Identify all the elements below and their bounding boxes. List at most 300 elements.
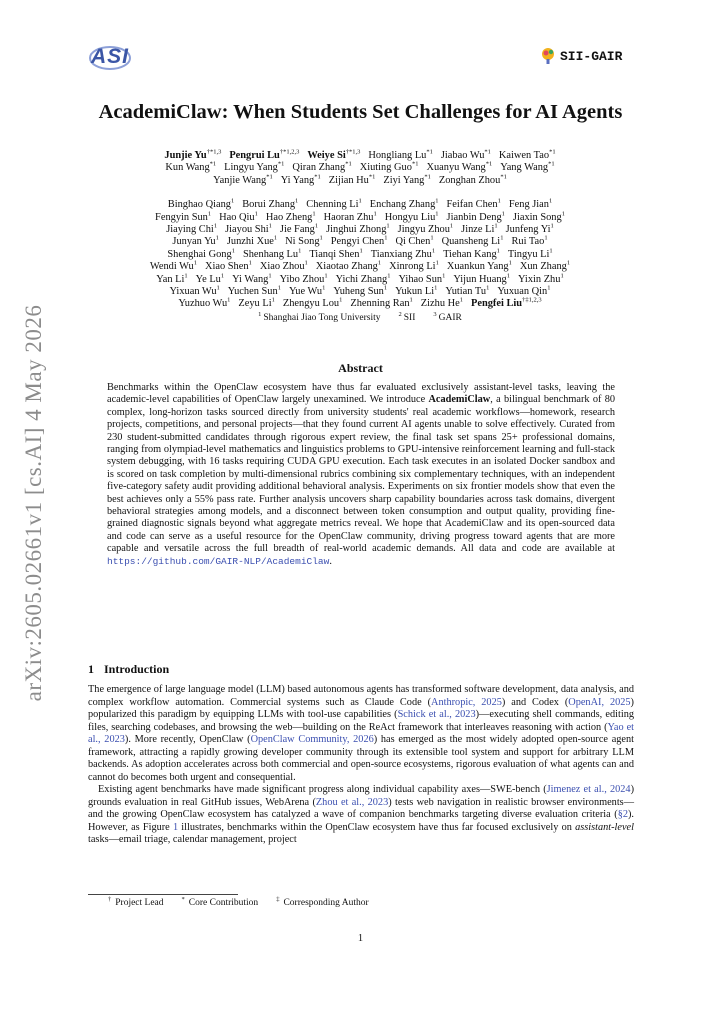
author-name-text: Jiaxin Song — [512, 211, 562, 223]
author-name-text: Xuanyu Wang — [426, 162, 486, 174]
author-name-text: Yichi Zhang — [335, 273, 388, 285]
author-name-text: Enchang Zhang — [369, 199, 436, 211]
benchmark-name: AcademiClaw — [428, 394, 491, 406]
sii-gair-logo-icon — [540, 47, 558, 65]
author-affiliation-marker: 1 — [409, 297, 413, 304]
author-name-text: Yanjie Wang — [213, 174, 267, 186]
author-name — [500, 162, 554, 173]
intro-body — [88, 684, 634, 847]
author-name — [385, 212, 439, 223]
intro-paragraph-1 — [88, 684, 634, 784]
author-affiliation-marker: 1 — [359, 247, 363, 255]
author-name-text: Ni Song — [285, 236, 320, 248]
author-name-text: Lingyu Yang — [224, 162, 278, 174]
page-number: 1 — [357, 933, 364, 944]
affiliation — [398, 310, 416, 323]
citation-link[interactable]: Anthropic, 2025 — [431, 696, 502, 708]
figure-ref-link[interactable]: 1 — [172, 821, 179, 833]
asi-logo-text: ASI — [91, 45, 130, 68]
author-name — [508, 249, 553, 260]
author-affiliation-marker: *1 — [549, 148, 556, 156]
author-name-text: Yibo Zhou — [279, 273, 325, 285]
author-name — [370, 199, 439, 210]
author-name-text: Yang Wang — [500, 162, 549, 174]
author-line — [70, 175, 650, 187]
author-name-text: Pengrui Lu — [229, 150, 280, 161]
author-name — [336, 274, 391, 285]
citation-link[interactable]: Zhou et al., 2023 — [315, 796, 389, 808]
author-name — [266, 212, 316, 223]
author-affiliation-marker: 1 — [486, 284, 490, 292]
author-name — [395, 286, 437, 297]
author-name-text: Jiaying Chi — [166, 224, 214, 236]
author-affiliation-marker: †*1,3 — [345, 148, 361, 156]
author-name-text: Xiuting Guo — [359, 162, 412, 174]
author-affiliation-marker: *1 — [411, 160, 419, 168]
author-affiliation-marker: 1 — [383, 284, 388, 292]
intro-paragraph-2 — [88, 784, 634, 847]
author-name-text: Yixuan Wu — [169, 286, 217, 298]
author-line — [70, 150, 650, 162]
footnote — [181, 895, 259, 908]
author-name-text: Shenghai Gong — [167, 248, 232, 260]
abstract-heading: Abstract — [338, 361, 383, 375]
author-affiliation-marker: 1 — [430, 234, 434, 242]
author-name-text: Junyan Yu — [172, 236, 216, 248]
author-name-text: Tianqi Shen — [309, 248, 360, 260]
author-affiliation-marker: 1 — [547, 284, 551, 292]
author-name-text: Zhenning Ran — [350, 298, 410, 310]
author-name — [224, 162, 284, 173]
author-name — [442, 236, 504, 247]
author-affiliation-marker: 1 — [193, 259, 197, 267]
body-text: ). However, as Figure — [88, 809, 634, 833]
author-affiliation-marker: 1 — [358, 197, 362, 205]
author-affiliation-marker: *1 — [424, 173, 431, 181]
author-name-text: Pengfei Liu — [471, 298, 523, 310]
author-name-text: Hongliang Lu — [368, 150, 427, 161]
author-name — [285, 236, 323, 247]
author-affiliation-marker: 1 — [561, 210, 565, 218]
author-name-text: Weiye Si — [307, 150, 346, 161]
author-affiliation-marker: *1 — [548, 160, 555, 168]
author-name-text: Junzhi Xue — [226, 236, 274, 248]
author-name — [511, 236, 547, 247]
footnote-text: Core Contribution — [188, 898, 259, 908]
author-name — [168, 199, 234, 210]
author-affiliation-marker: 1 — [248, 259, 252, 267]
author-name — [156, 274, 187, 285]
author-name — [306, 199, 362, 210]
author-affiliation-marker: 1 — [560, 272, 564, 280]
author-name — [443, 249, 500, 260]
author-name — [331, 236, 388, 247]
author-name-text: Yuxuan Qin — [497, 286, 548, 298]
author-affiliation-marker: *1 — [266, 173, 273, 181]
author-affiliation-marker: 1 — [431, 247, 436, 255]
affiliation-marker: 3 — [433, 310, 437, 318]
body-text: ) has emerged as the most widely adopted open-source agent framework, attracting a rapidly growing developer community through its extensible tool system and support for arbitrary LLM backends. As adoption accelerates across both commercial and open-source ecosystems, rigorous evaluation of what agents can and cannot do becomes both urgent and consequential. — [88, 734, 634, 783]
author-name-text: Yukun Li — [395, 286, 435, 298]
footnote — [108, 895, 164, 908]
author-name-text: Zizhu He — [420, 298, 460, 310]
author-name — [283, 298, 343, 309]
author-name-text: Jiabao Wu — [440, 150, 485, 161]
author-name-text: Qiran Zhang — [292, 162, 346, 174]
author-affiliation-marker: 1 — [298, 247, 302, 255]
author-name-text: Quansheng Li — [441, 236, 501, 248]
citation-link[interactable]: OpenClaw Community, 2026 — [250, 734, 374, 745]
author-name-text: Binghao Qiang — [167, 199, 231, 211]
author-name-text: Yi Wang — [232, 273, 269, 285]
author-name-text: Xuankun Yang — [446, 261, 509, 273]
author-name — [213, 175, 273, 186]
affiliations — [70, 312, 650, 324]
author-name-text: Hongyu Liu — [384, 211, 436, 223]
author-name — [461, 224, 497, 235]
author-name-text: Yi Yang — [280, 174, 315, 186]
affiliation-marker: 1 — [258, 310, 262, 318]
author-name — [165, 162, 216, 173]
author-affiliation-marker: 1 — [550, 222, 554, 230]
body-text: ). More recently, OpenClaw ( — [124, 734, 251, 745]
body-text: ) popularized this paradigm by equipping LLMs with tool-use capabilities ( — [88, 696, 634, 720]
author-affiliation-marker: 1 — [268, 222, 272, 230]
author-name-text: Junfeng Yi — [505, 224, 551, 236]
author-name-text: Zhengyu Lou — [282, 298, 340, 310]
author-name — [445, 286, 489, 297]
author-affiliation-marker: 1 — [314, 222, 319, 230]
author-affiliation-marker: 1 — [384, 234, 388, 242]
author-line — [70, 249, 650, 261]
author-name — [289, 286, 325, 297]
sii-gair-logo-text: SII-GAIR — [560, 48, 623, 64]
author-name — [172, 236, 218, 247]
author-name — [155, 212, 211, 223]
author-affiliation-marker: *1 — [209, 160, 217, 168]
author-name — [243, 249, 301, 260]
author-name-text: Jingyu Zhou — [397, 224, 450, 236]
author-name-text: Xiaotao Zhang — [315, 261, 378, 273]
author-name — [453, 274, 510, 285]
author-name — [281, 175, 321, 186]
author-affiliation-marker: 1 — [497, 197, 501, 205]
author-affiliation-marker: 1 — [566, 259, 571, 267]
section-title: Introduction — [104, 662, 170, 676]
author-name — [371, 249, 435, 260]
author-name-text: Yixin Zhu — [518, 273, 561, 285]
author-line — [70, 298, 650, 310]
author-affiliation-marker: †*1,2,3 — [279, 148, 300, 156]
author-name-text: Borui Zhang — [242, 199, 296, 211]
author-name — [309, 249, 362, 260]
author-name-text: Hao Zheng — [265, 211, 313, 223]
author-name — [506, 224, 554, 235]
author-name — [260, 261, 308, 272]
footnote-mark: ‡ — [276, 895, 280, 903]
section-ref-link[interactable]: §2 — [617, 809, 628, 820]
author-affiliation-marker: 1 — [271, 297, 275, 304]
author-affiliation-marker: 1 — [273, 234, 278, 242]
author-affiliation-marker: 1 — [496, 247, 500, 255]
author-affiliation-marker: 1 — [207, 210, 212, 218]
code-link[interactable]: https://github.com/GAIR-NLP/AcademiClaw — [107, 555, 330, 567]
author-name — [439, 175, 507, 186]
author-line — [70, 286, 650, 298]
author-name — [499, 150, 556, 161]
author-affiliation-marker: 1 — [216, 284, 220, 292]
author-name — [170, 286, 220, 297]
author-name — [292, 162, 351, 173]
author-affiliation-marker: 1 — [230, 197, 235, 205]
author-name — [324, 212, 377, 223]
section-number: 1 — [88, 662, 94, 676]
footnote — [276, 895, 369, 908]
author-name-text: Jie Fang — [279, 224, 315, 236]
section-heading — [88, 662, 169, 677]
author-name-text: Kun Wang — [165, 162, 210, 174]
author-name — [227, 236, 277, 247]
author-affiliation-marker: 1 — [295, 197, 299, 205]
author-affiliation-marker: †*1,3 — [206, 148, 222, 156]
author-name — [225, 224, 272, 235]
author-name — [398, 224, 454, 235]
citation-link[interactable]: Yao et al., 2023 — [88, 721, 634, 745]
author-affiliation-marker: 1 — [213, 222, 218, 230]
author-line — [70, 274, 650, 286]
author-name-text: Yutian Tu — [445, 286, 487, 298]
author-name — [471, 298, 542, 309]
author-name — [350, 298, 412, 309]
author-affiliation-marker: 1 — [549, 247, 553, 255]
author-name-text: Yuheng Sun — [333, 286, 384, 298]
author-affiliation-marker: 1 — [387, 272, 391, 280]
body-text: ) tests web navigation in realistic browser environments—and the growing OpenClaw ecosystem has catalyzed a wave of companion benchmarks targeting diverse evaluation criteria ( — [88, 796, 634, 820]
author-affiliation-marker: †‡1,2,3 — [522, 297, 542, 304]
author-affiliation-marker: 1 — [339, 297, 343, 304]
author-affiliation-marker: 1 — [435, 210, 439, 218]
author-name — [441, 150, 491, 161]
author-name — [389, 261, 439, 272]
body-text: tasks—email triage, calendar management, project — [88, 834, 297, 845]
author-affiliation-marker: 1 — [506, 272, 510, 280]
author-name — [497, 286, 550, 297]
footnote-text: Project Lead — [115, 898, 164, 908]
author-affiliation-marker: 1 — [268, 272, 272, 280]
author-name — [280, 274, 328, 285]
author-name — [242, 199, 298, 210]
author-name — [329, 175, 376, 186]
author-name — [150, 261, 197, 272]
author-name-text: Kaiwen Tao — [498, 150, 550, 161]
author-affiliation-marker: 1 — [312, 210, 316, 218]
author-name-text: Jianbin Deng — [446, 211, 502, 223]
affiliation-name: GAIR — [438, 312, 462, 323]
author-name-text: Fengyin Sun — [155, 211, 208, 223]
abstract-body — [107, 382, 615, 568]
author-name — [326, 224, 390, 235]
author-affiliation-marker: 1 — [215, 234, 219, 242]
author-name-text: Qi Chen — [395, 236, 431, 248]
author-name — [513, 212, 565, 223]
author-name — [307, 150, 360, 161]
affiliation — [258, 310, 381, 323]
author-name-text: Yuzhuo Wu — [178, 298, 228, 310]
author-name — [383, 175, 431, 186]
affiliation-name: Shanghai Jiao Tong University — [263, 312, 381, 323]
author-affiliation-marker: 1 — [373, 210, 377, 218]
author-affiliation-marker: 1 — [304, 259, 308, 267]
citation-link[interactable]: Jimenez et al., 2024 — [546, 784, 631, 795]
author-affiliation-marker: 1 — [184, 272, 188, 280]
author-affiliation-marker: 1 — [254, 210, 258, 218]
author-affiliation-marker: 1 — [322, 284, 326, 292]
author-name — [426, 162, 492, 173]
author-affiliation-marker: 1 — [277, 284, 281, 292]
author-name — [447, 212, 505, 223]
author-name — [196, 274, 224, 285]
author-line — [70, 224, 650, 236]
author-affiliation-marker: *1 — [484, 148, 491, 156]
author-name-text: Wendi Wu — [149, 261, 194, 273]
footnote-text: Corresponding Author — [283, 898, 369, 908]
author-affiliation-marker: 1 — [435, 259, 439, 267]
author-affiliation-marker: 1 — [501, 210, 505, 218]
author-affiliation-marker: 1 — [544, 234, 548, 242]
citation-link[interactable]: Schick et al., 2023 — [397, 709, 476, 720]
author-name — [368, 150, 433, 161]
author-name-text: Junjie Yu — [164, 150, 207, 161]
author-name — [333, 286, 387, 297]
author-name-text: Jinze Li — [461, 224, 495, 236]
author-affiliation-marker: 1 — [435, 197, 439, 205]
author-line — [70, 162, 650, 174]
author-name-text: Ye Lu — [195, 273, 221, 285]
author-name — [166, 224, 217, 235]
footnotes — [108, 895, 387, 908]
affiliation — [433, 310, 462, 323]
author-name-text: Chenning Li — [306, 199, 359, 211]
author-affiliation-marker: 1 — [227, 297, 231, 304]
footnote-mark: * — [181, 895, 185, 903]
author-name-text: Yijun Huang — [453, 273, 507, 285]
body-text: The emergence of large language model (LLM) based autonomous agents has transformed software development, data analysis, and complex workflow automation. Commercial systems such as Claude Code ( — [88, 684, 634, 708]
asi-logo — [88, 44, 132, 77]
affiliation-name: SII — [403, 312, 416, 323]
author-affiliation-marker: 1 — [548, 197, 553, 205]
author-name — [520, 261, 570, 272]
citation-link[interactable]: OpenAI, 2025 — [568, 696, 631, 708]
abstract-text: Benchmarks within the OpenClaw ecosystem have thus far evaluated exclusively assistant-level tasks, leaving the academic-level capabilities of OpenClaw largely unexamined. We introduce — [107, 382, 615, 406]
author-name — [232, 274, 271, 285]
author-name — [205, 261, 252, 272]
author-name — [509, 199, 552, 210]
author-name — [219, 212, 258, 223]
body-text: ) grounds evaluation in real GitHub issues, WebArena ( — [88, 784, 634, 808]
author-affiliation-marker: *1 — [485, 160, 493, 168]
author-name-text: Hao Qiu — [219, 211, 255, 223]
author-affiliation-marker: 1 — [494, 222, 498, 230]
author-name-text: Jiayou Shi — [225, 224, 269, 236]
author-name — [395, 236, 433, 247]
author-name-text: Zonghan Zhou — [438, 174, 501, 186]
author-name-text: Zeyu Li — [238, 298, 272, 310]
author-name — [399, 274, 446, 285]
author-name — [280, 224, 318, 235]
sii-gair-logo — [540, 47, 622, 65]
author-line — [70, 212, 650, 224]
author-name-text: Yuchen Sun — [227, 286, 278, 298]
author-name-text: Xun Zhang — [519, 261, 567, 273]
author-affiliation-marker: 1 — [442, 272, 446, 280]
body-text: )—executing shell commands, editing files, searching codebases, and browsing the web—building on the ReAct framework that interleaves reasoning with action ( — [88, 709, 634, 733]
author-name-text: Shenhang Lu — [242, 248, 299, 260]
author-name-text: Pengyi Chen — [330, 236, 385, 248]
emphasis-text: assistant-level — [575, 821, 634, 833]
author-name — [178, 298, 230, 309]
arxiv-stamp: arXiv:2605.02661v1 [cs.AI] 4 May 2026 — [21, 304, 46, 702]
author-name-text: Xinrong Li — [389, 261, 436, 273]
author-name-text: Yan Li — [156, 273, 185, 285]
author-name-text: Feng Jian — [508, 199, 549, 211]
author-affiliation-marker: 1 — [500, 234, 504, 242]
author-affiliation-marker: 1 — [449, 222, 454, 230]
author-affiliation-marker: 1 — [220, 272, 225, 280]
author-affiliation-marker: 1 — [459, 297, 463, 304]
author-affiliation-marker: *1 — [314, 173, 321, 181]
footnote-divider — [88, 894, 238, 895]
author-name-text: Haoran Zhu — [323, 211, 374, 223]
author-affiliation-marker: 1 — [386, 222, 390, 230]
author-affiliation-marker: 1 — [434, 284, 438, 292]
author-name — [447, 261, 512, 272]
author-name-text: Ziyi Yang — [383, 174, 425, 186]
body-text: Existing agent benchmarks have made significant progress along individual capability axes—SWE-bench ( — [98, 784, 547, 795]
author-name-text: Yue Wu — [288, 286, 323, 298]
author-name-text: Xiao Zhou — [259, 261, 305, 273]
abstract-text: , a bilingual benchmark of 80 complex, long-horizon tasks sourced directly from university students' real academic workflows—homework, research projects, competitions, and personal projects—that they found current AI agents unable to solve effectively. Curated from 230 student-submitted candidates through rigorous expert review, the final task set spans 25+ professional domains, ranging from olympiad-level mathematics and linguistics problems to GPU-intensive reinforcement learning and full-stack system debugging, with 16 tasks requiring CUDA GPU execution. Each task executes in an isolated Docker sandbox and is scored on task completion by multi-dimensional rubrics combining six complementary techniques, with an independent five-category safety audit providing additional behavioral analysis. Experiments on six frontier models show that even the best achieves only a 55% pass rate. Further analysis uncovers sharp capability boundaries across task domains, divergent behavioral strategies among models, and a disconnect between token consumption and output quality, providing fine-grained diagnostic signals beyond what aggregate metrics reveal. We hope that AcademiClaw and its open-sourced data and code can serve as a useful resource for the OpenClaw community, driving progress toward agents that are more capable and versatile across the full breadth of real-world academic demands. All data and code are available at — [107, 394, 615, 555]
author-block — [70, 150, 650, 324]
abstract-text: . — [329, 555, 332, 567]
author-affiliation-marker: *1 — [426, 148, 433, 156]
author-name — [316, 261, 381, 272]
author-name-text: Tingyu Li — [507, 248, 550, 260]
author-affiliation-marker: *1 — [500, 173, 507, 181]
author-affiliation-marker: *1 — [368, 173, 376, 181]
author-name-text: Tianxiang Zhu — [370, 248, 432, 260]
author-name — [229, 150, 299, 161]
author-affiliation-marker: 1 — [377, 259, 382, 267]
author-name — [421, 298, 463, 309]
author-name — [238, 298, 274, 309]
affiliation-marker: 2 — [398, 310, 402, 318]
author-name-text: Tiehan Kang — [443, 248, 497, 260]
author-affiliation-marker: 1 — [231, 247, 235, 255]
author-affiliation-marker: 1 — [319, 234, 323, 242]
body-text: illustrates, benchmarks within the OpenClaw ecosystem have thus far focused exclusively on — [178, 821, 576, 833]
author-name-text: Rui Tao — [511, 236, 545, 248]
author-name — [164, 150, 221, 161]
author-name-text: Xiao Shen — [204, 261, 249, 273]
author-name — [447, 199, 501, 210]
author-name — [228, 286, 281, 297]
author-affiliation-marker: 1 — [324, 272, 328, 280]
paper-title: AcademiClaw: When Students Set Challenges for AI Agents — [98, 101, 623, 123]
author-name-text: Jinghui Zhong — [326, 224, 387, 236]
author-name-text: Zijian Hu — [328, 174, 369, 186]
footnote-mark: † — [108, 895, 112, 903]
author-name-text: Feifan Chen — [446, 199, 498, 211]
